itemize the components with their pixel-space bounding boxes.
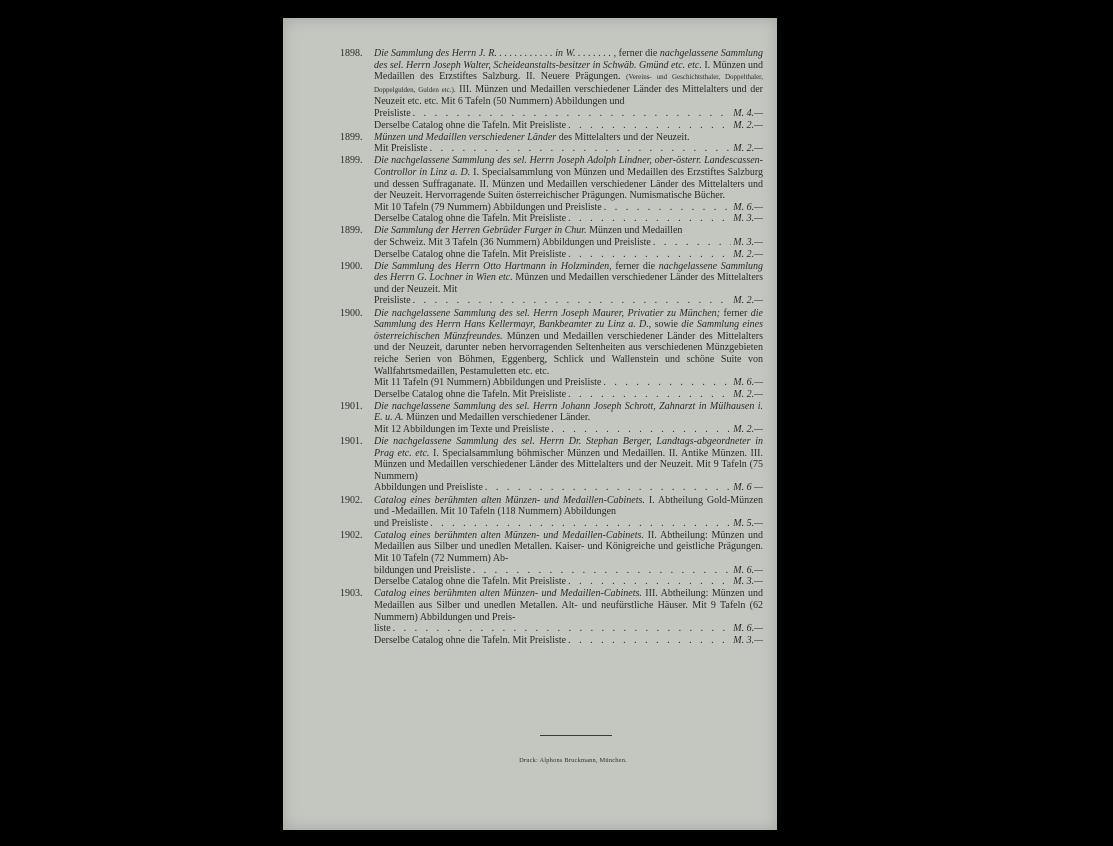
entry-text: I. Specialsammlung böhmischer Münzen und Medaillen. II. Antike Münzen. III. Münzen und Medaillen verschiedener Länder des Mittelalters und der Neuzeit. Mit 9 Tafeln (75 Nummern) [374,447,764,482]
entry-description [374,495,763,518]
entry-title: Die Sammlung des Herrn J. R. . . . . . . . . . . . in W. . . . . . . . , [374,48,617,59]
entry-text: Münzen und Medaillen [586,225,683,237]
price-value: M. 5.— [733,517,763,529]
sub-price-line [374,635,763,647]
sub-price-label: Derselbe Catalog ohne die Tafeln. Mit Preisliste [374,388,567,400]
sub-price-line [374,213,763,225]
entry-text: I. Specialsammlung von Münzen und Medaillen des Erzstiftes Salzburg und dessen Suffraganate. II. Münzen und Medaillen verschiedener Länder des Mittelalters und der Neuzeit. Hervorragende Suiten österreichischer Prägungen. Numismatische Bücher. [374,166,763,202]
sub-price-value: M. 3.— [733,576,763,588]
leader-dots [430,518,731,530]
entry-year: 1902. [340,494,363,506]
leader-dots [393,623,732,635]
leader-dots [568,389,731,401]
price-label: Preisliste [374,295,411,307]
sub-price-value: M. 2.— [733,248,763,260]
entry-description [374,132,689,143]
catalog-entry [340,495,763,530]
sub-price-label: Derselbe Catalog ohne die Tafeln. Mit Preisliste [374,213,567,225]
entry-text: III. Münzen und Medaillen verschiedener Länder des Mittelalters und der Neuzeit etc. etc. Mit 6 Tafeln (50 Nummern) Abbildungen und [374,83,763,108]
entry-title: Catalog eines berühmten alten Münzen- und Medaillen-Cabinets. [374,494,645,506]
sub-price-value: M. 3.— [733,634,763,646]
price-line [374,143,763,155]
entry-connector: sowie [651,319,682,331]
sub-price-value: M. 2.— [733,119,763,131]
entry-year: 1900. [340,307,363,319]
price-line [374,565,763,577]
entry-year: 1901. [340,400,363,412]
entry-description [374,261,763,295]
catalog-list [340,48,763,647]
leader-dots [430,143,732,155]
leader-dots [568,635,731,647]
printer-imprint: Druck: Alphons Bruckmann, München. [519,757,627,764]
price-line [374,424,763,436]
entry-description [374,155,763,201]
entry-connector: ferner [719,307,751,319]
catalog-entry [340,48,763,131]
price-label: Abbildungen und Preisliste [374,482,483,494]
sub-price-line [374,576,763,588]
entry-text: Münzen und Medaillen verschiedener Länder des Mittelalters und der Neuzeit, darunter neben hervorragenden Seltenheiten aus verschiedenen Münzgebieten reiche Serien von Böhmen, Eggenberg, Schlick und Wallenstein und schöne Suite von Wallfahrtsmedaillen, Pestamuletten etc. etc. [374,330,763,377]
sub-price-line [374,120,763,132]
price-line [374,482,763,494]
price-line [374,623,763,635]
price-label: Mit 11 Tafeln (91 Nummern) Abbildungen und Preisliste [374,377,602,389]
leader-dots [603,377,731,389]
leader-dots [604,202,732,214]
price-line [374,377,763,389]
entry-title-secondary: nachgelassene Sammlung des Herrn G. Lochner in Wien etc. [374,260,763,284]
leader-dots [551,424,731,436]
price-value: M. 2.— [733,424,763,435]
price-label: bildungen und Preisliste [374,564,471,576]
entry-year: 1902. [340,529,363,541]
entry-year: 1900. [340,260,363,272]
price-label: Preisliste [374,107,411,119]
catalog-entry [340,530,763,588]
entry-year: 1899. [340,131,363,143]
leader-dots [413,295,732,307]
entry-title: Catalog eines berühmten alten Münzen- und Medaillen-Cabinets. [374,529,644,541]
entry-small-note: (Vereins- und Geschichtsthaler, Doppelthaler, Doppelgulden, Gulden etc.). [374,73,763,94]
leader-dots [413,108,732,120]
entry-year: 1899. [340,225,363,237]
entry-title: Die Sammlung des Herrn Otto Hartmann in Holzminden, [374,260,612,272]
sub-price-label: Derselbe Catalog ohne die Tafeln. Mit Preisliste [374,119,567,131]
sub-price-value: M. 3.— [733,213,763,225]
catalog-entry [340,308,763,401]
entry-year: 1898. [340,48,363,59]
price-line [374,108,763,120]
price-value: M. 6.— [733,623,763,635]
sub-price-label: Derselbe Catalog ohne die Tafeln. Mit Preisliste [374,634,567,646]
catalog-entry [340,401,763,436]
price-value: M. 6.— [733,564,763,576]
divider-line [540,735,612,736]
price-value: M. 3.— [733,237,763,248]
leader-dots [568,249,731,261]
price-value: M. 2.— [733,295,763,307]
catalog-page [283,18,777,830]
entry-title: Die nachgelassene Sammlung des sel. Herrn Dr. Stephan Berger, Landtags-abgeordneter in Prag etc. etc. [374,436,763,459]
leader-dots [568,576,731,588]
price-value: M. 4.— [733,107,763,119]
price-label: Mit 10 Tafeln (79 Nummern) Abbildungen und Preisliste [374,201,602,213]
entry-text: I. Abtheilung Gold-Münzen und -Medaillen. Mit 10 Tafeln (118 Nummern) Abbildungen [374,494,763,518]
sub-price-label: Derselbe Catalog ohne die Tafeln. Mit Preisliste [374,576,567,588]
entry-title: Münzen und Medaillen verschiedener Länder [374,131,557,143]
price-label: und Preisliste [374,517,429,529]
leader-dots [568,213,731,225]
entry-text: III. Abtheilung: Münzen und Medaillen aus Silber und unedlen Metallen. Alt- und neufürstliche Häuser. Mit 9 Tafeln (62 Nummern) Abbildungen und Preis- [374,588,763,623]
entry-connector: ferner die [616,48,660,59]
entry-text: Münzen und Medaillen verschiedener Länder. [403,412,591,424]
leader-dots [473,565,732,577]
entry-description [374,48,763,107]
price-line [374,202,763,214]
price-label: Mit Preisliste [374,143,428,155]
sub-price-value: M. 2.— [733,388,763,400]
catalog-entry [340,588,763,646]
price-value: M. 6.— [733,377,763,389]
price-label: Mit 12 Abbildungen im Texte und Preisliste [374,424,550,435]
price-value: M. 6.— [733,201,763,213]
price-label: liste [374,623,391,635]
catalog-entry [340,261,763,307]
entry-year: 1901. [340,436,363,448]
price-value: M. 6 — [733,482,763,494]
entry-text: des Mittelalters und der Neuzeit. [556,131,690,143]
entry-description [374,436,763,482]
price-line [374,518,763,530]
entry-title: Die nachgelassene Sammlung des sel. Herrn Joseph Adolph Lindner, ober-österr. Landescassen-Controllor in Linz a. D. [374,155,763,178]
entry-description [374,401,763,424]
entry-description [374,225,682,236]
entry-title: Catalog eines berühmten alten Münzen- und Medaillen-Cabinets. [374,588,642,600]
entry-description [374,530,763,564]
catalog-entry [340,225,763,260]
catalog-entry [340,436,763,494]
price-line [374,237,763,249]
leader-dots [568,120,731,132]
sub-price-label: Derselbe Catalog ohne die Tafeln. Mit Preisliste [374,248,567,260]
entry-title-secondary: die Sammlung des Herrn Hans Kellermayr, Bankbeamter zu Linz a. D., [374,307,763,331]
leader-dots [485,482,731,494]
entry-description [374,308,763,377]
entry-year: 1903. [340,588,363,600]
entry-title-tertiary: die Sammlung eines österreichischen Münzfreundes. [374,319,763,342]
entry-description [374,588,763,622]
entry-text: I. Münzen und Medaillen des Erzstiftes Salzburg. II. Neuere Prägungen. [374,59,763,83]
entry-title-secondary: nachgelassene Sammlung des sel. Herrn Joseph Walter, Scheideanstalts-besitzer in Schwäb. Gmünd etc. etc. [374,48,764,71]
sub-price-line [374,249,763,261]
catalog-entry [340,155,763,225]
price-label: der Schweiz. Mit 3 Tafeln (36 Nummern) Abbildungen und Preisliste [374,237,651,248]
entry-year: 1899. [340,155,363,167]
catalog-entry [340,132,763,155]
entry-connector: ferner die [611,260,659,272]
price-line [374,295,763,307]
price-value: M. 2.— [733,143,763,155]
sub-price-line [374,389,763,401]
entry-text: Münzen und Medaillen verschiedener Länder des Mittelalters und der Neuzeit. Mit [374,272,763,295]
entry-title: Die Sammlung der Herren Gebrüder Furger in Chur. [374,225,587,237]
entry-text: II. Abtheilung: Münzen und Medaillen aus Silber und unedlen Metallen. Kaiser- und Königreiche und geistliche Prägungen. Mit 10 Tafeln (72 Nummern) Ab- [374,529,763,565]
leader-dots [653,237,731,249]
entry-title: Die nachgelassene Sammlung des sel. Herrn Joseph Maurer, Privatier zu München; [374,307,720,319]
entry-title: Die nachgelassene Sammlung des sel. Herrn Johann Joseph Schrott, Zahnarzt in Mülhausen i. E. u. A. [374,400,763,424]
